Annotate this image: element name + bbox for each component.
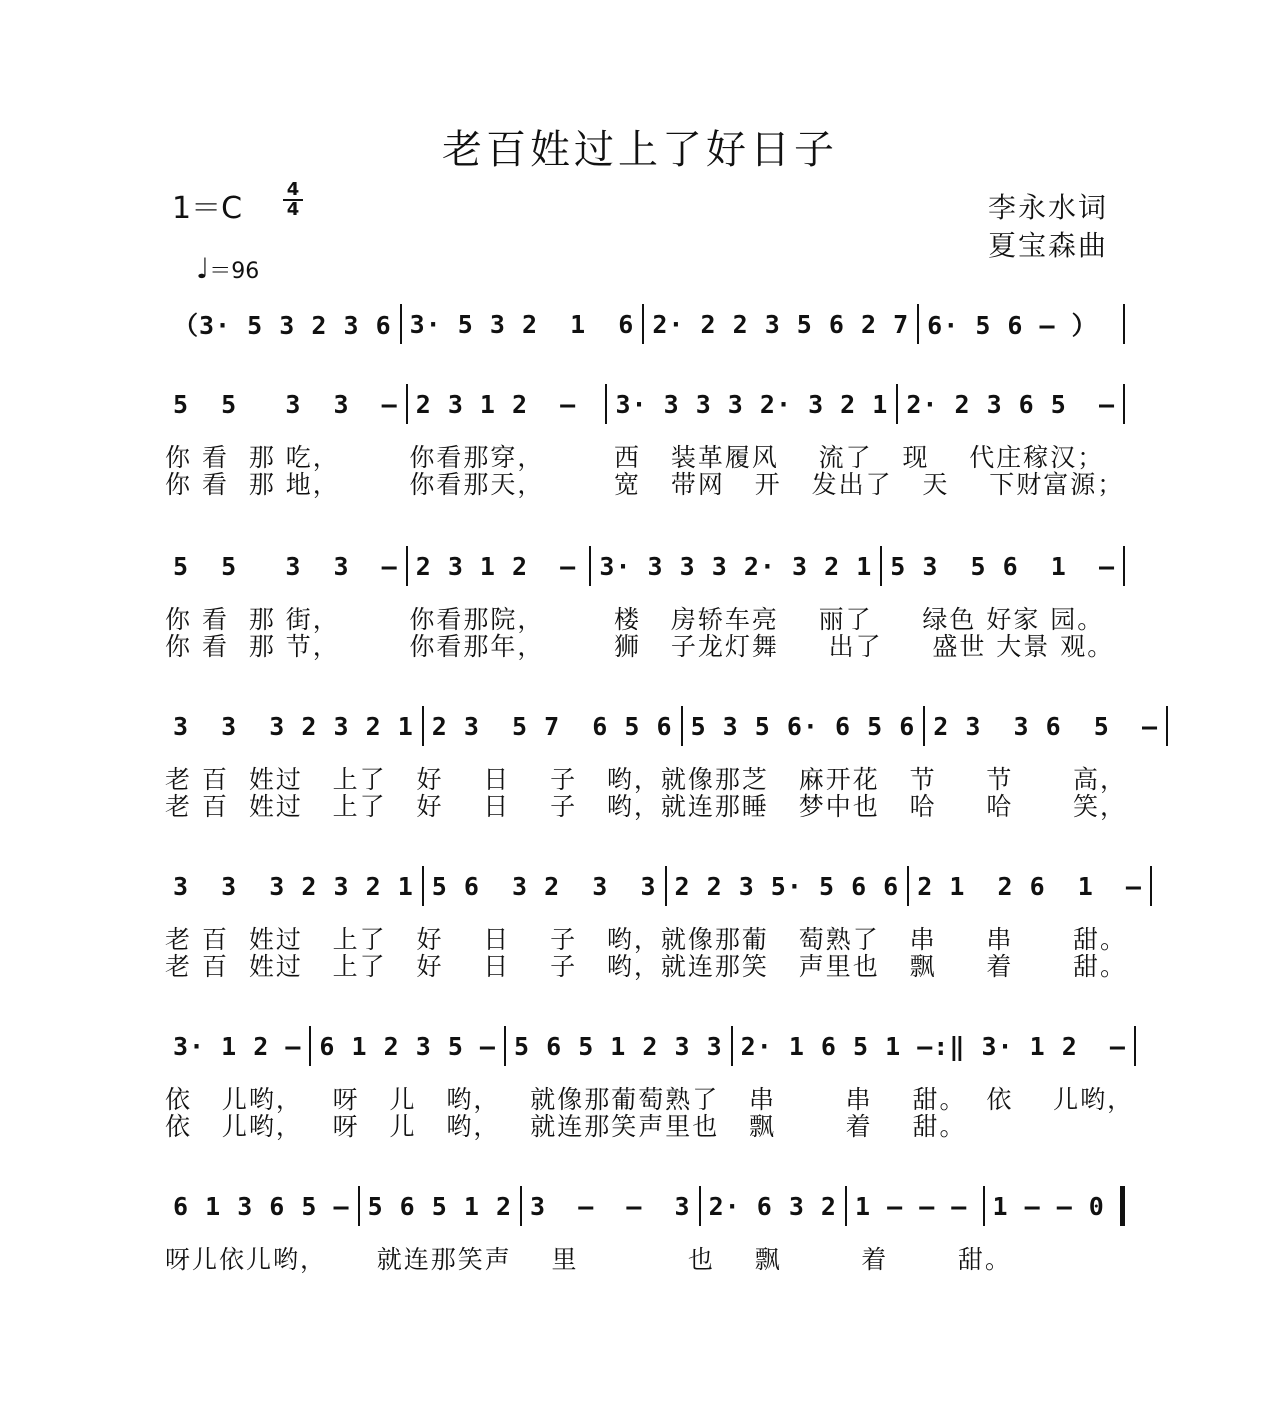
measure: 3· 5 3 2 1 6 — [409, 309, 635, 339]
measure: 3· 3 3 3 2· 3 2 1 — [599, 551, 873, 581]
lyric-line: 呀儿依儿哟， 就连那笑声 里 也 飘 着 甜。 — [165, 1245, 1012, 1274]
lyric-line: 你 看 那 节， 你看那年， 狮 子龙灯舞 出了 盛世 大景 观。 — [165, 632, 1115, 661]
lyric-line: 老 百 姓过 上了 好 日 子 哟，就像那葡 萄熟了 串 串 甜。 — [165, 925, 1128, 954]
score-system — [165, 1020, 1135, 1141]
score-system — [165, 1180, 1125, 1273]
measure: 3 3 3 2 3 2 1 — [173, 871, 414, 901]
time-signature-bottom: 4 — [286, 199, 300, 220]
score-system — [165, 700, 1158, 821]
quarter-note-icon: ♩ — [196, 252, 210, 285]
measure: 5 5 3 3 — — [173, 551, 398, 581]
measure: 5 6 3 2 3 3 — [431, 871, 657, 901]
measure: 2 3 5 7 6 5 6 — [431, 711, 673, 741]
barline — [1123, 546, 1125, 586]
measure: 1 — — 0 — [992, 1191, 1105, 1221]
measure: 3 3 3 2 3 2 1 — [173, 711, 414, 741]
notation-line — [165, 860, 1142, 912]
measure: 5 3 5 6· 6 5 6 — [690, 711, 916, 741]
measure: 2 3 3 6 5 — — [933, 711, 1158, 741]
measure: 5 6 5 1 2 3 3 — [514, 1031, 723, 1061]
score-system — [165, 540, 1125, 660]
score-system — [165, 860, 1142, 981]
score-system — [165, 378, 1125, 498]
measure: 2· 6 3 2 — [708, 1191, 837, 1221]
measure: 6 1 2 3 5 — — [319, 1031, 496, 1061]
measure: 6· 5 6 — ） — [927, 311, 1098, 340]
lyric-line: 依 儿哟， 呀 儿 哟， 就连那笑声里也 飘 着 甜。 — [165, 1112, 967, 1141]
measure: 5 3 5 6 1 — — [890, 551, 1115, 581]
measure: 2 3 1 2 — — [415, 551, 577, 581]
measure: 2 3 1 2 — — [415, 389, 577, 419]
barline — [1150, 866, 1152, 906]
measure: 3· 1 2 — — [173, 1031, 302, 1061]
lyric-line: 老 百 姓过 上了 好 日 子 哟，就像那芝 麻开花 节 节 高， — [165, 765, 1128, 794]
measure: （3· 5 3 2 3 6 — [173, 311, 392, 340]
lyric-line: 老 百 姓过 上了 好 日 子 哟，就连那笑 声里也 飘 着 甜。 — [165, 952, 1128, 981]
barline — [1120, 1186, 1125, 1226]
score-system — [165, 298, 1125, 350]
notation-line — [165, 298, 1125, 350]
barline — [1123, 304, 1125, 344]
tempo-marking — [196, 252, 259, 285]
measure: 2 1 2 6 1 — — [917, 871, 1142, 901]
lyric-line: 你 看 那 地， 你看那天， 宽 带网 开 发出了 天 下财富源； — [165, 470, 1125, 499]
barline — [1123, 384, 1125, 424]
lyric-line: 老 百 姓过 上了 好 日 子 哟，就连那睡 梦中也 哈 哈 笑， — [165, 792, 1128, 821]
notation-line — [165, 1020, 1125, 1072]
measure: 2· 2 3 6 5 — — [906, 389, 1115, 419]
time-signature — [283, 179, 303, 220]
measure: 3 — — 3 — [530, 1191, 691, 1221]
lyricist-credit: 李永水词 — [987, 191, 1108, 224]
key-signature: 1＝C — [172, 191, 243, 226]
measure: 2· 1 6 5 1 —:‖ 3· 1 2 — — [740, 1031, 1126, 1061]
measure: 2 2 3 5· 5 6 6 — [674, 871, 900, 901]
lyric-line: 依 儿哟， 呀 儿 哟， 就像那葡萄熟了 串 串 甜。 依 儿哟， — [165, 1085, 1135, 1114]
measure: 2· 2 2 3 5 6 2 7 — [652, 309, 910, 339]
tempo-value: ＝96 — [209, 259, 260, 284]
barline — [1134, 1026, 1136, 1066]
measure: 5 6 5 1 2 — [367, 1191, 513, 1221]
measure: 3· 3 3 3 2· 3 2 1 — [615, 389, 889, 419]
notation-line — [165, 1180, 1125, 1232]
notation-line — [165, 700, 1158, 752]
time-signature-top: 4 — [286, 179, 300, 200]
barline — [1166, 706, 1168, 746]
composer-credit: 夏宝森曲 — [987, 229, 1108, 262]
notation-line — [165, 378, 1125, 430]
measure: 1 — — — — [854, 1191, 968, 1221]
lyric-line: 你 看 那 街， 你看那院， 楼 房轿车亮 丽了 绿色 好家 园。 — [165, 605, 1105, 634]
measure: 6 1 3 6 5 — — [173, 1191, 350, 1221]
lyric-line: 你 看 那 吃， 你看那穿， 西 装革履风 流了 现 代庄稼汉； — [165, 443, 1105, 472]
song-title: 老百姓过上了好日子 — [442, 127, 838, 173]
measure: 5 5 3 3 — — [173, 389, 398, 419]
notation-line — [165, 540, 1125, 592]
